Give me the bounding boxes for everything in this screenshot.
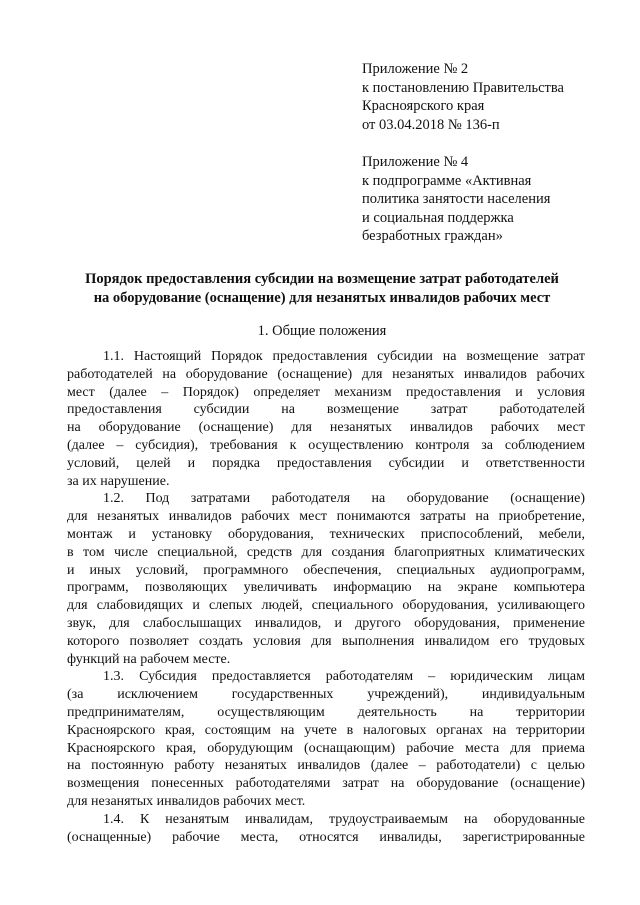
- text-line: в том числе специальной, средств для создания благоприятных климатических: [67, 544, 585, 560]
- appendix-4: [362, 153, 564, 246]
- text-line: предоставления субсидии на возмещение затрат работодателей: [67, 402, 585, 418]
- paragraph-1-2: [67, 490, 585, 668]
- text-line: (оснащенные) рабочие места, относятся инвалиды, зарегистрированные: [67, 829, 585, 845]
- text-line: звук, для слабослышащих инвалидов, и другого оборудования, применение: [67, 615, 585, 631]
- appendix-block: [362, 60, 564, 246]
- body-text: [67, 348, 585, 846]
- appendix-4-line: к подпрограмме «Активная: [362, 172, 532, 189]
- text-line: мест (далее – Порядок) определяет механизм предоставления и условия: [67, 384, 585, 400]
- paragraph-1-1: [67, 348, 585, 490]
- text-line: за их нарушение.: [67, 473, 170, 489]
- text-line: 1.4. К незанятым инвалидам, трудоустраиваемым на оборудованные: [103, 811, 585, 827]
- text-line: для незанятых инвалидов рабочих мест.: [67, 793, 306, 809]
- text-line: возмещения понесенных работодателями затрат на оборудование (оснащение): [67, 776, 585, 792]
- appendix-4-line: Приложение № 4: [362, 154, 469, 170]
- appendix-4-line: и социальная поддержка: [362, 209, 514, 226]
- text-line: которого позволяет создать условия для выполнения инвалидом его трудовых: [67, 633, 585, 649]
- text-line: 1.1. Настоящий Порядок предоставления субсидии на возмещение затрат: [103, 349, 585, 364]
- text-line: условий, целей и порядка предоставления субсидии и ответственности: [67, 455, 585, 471]
- text-line: и иных условий, программного обеспечения, специальных аудиопрограмм,: [67, 562, 585, 578]
- text-line: программ, позволяющих увеличивать информацию на экране компьютера: [67, 580, 585, 596]
- title-line: Порядок предоставления субсидии на возмещение затрат работодателей: [85, 271, 559, 287]
- text-line: функций на рабочем месте.: [67, 651, 231, 667]
- text-line: Красноярского края, состоящим на учете в налоговых органах на территории: [67, 722, 585, 738]
- document-title: [58, 270, 586, 307]
- appendix-2-line: Красноярского края: [362, 98, 485, 114]
- text-line: предпринимателям, осуществляющим деятельность на территории: [67, 704, 585, 720]
- text-line: (далее – субсидия), требования к осуществлению контроля за соблюдением: [67, 437, 585, 453]
- paragraph-1-4: [67, 811, 585, 847]
- section-heading: 1. Общие положения: [257, 323, 387, 339]
- appendix-2-line: Приложение № 2: [362, 61, 469, 77]
- appendix-2-line: от 03.04.2018 № 136-п: [362, 116, 500, 133]
- text-line: монтаж и установку оборудования, технических приспособлений, мебели,: [67, 526, 585, 542]
- appendix-2-line: к постановлению Правительства: [362, 79, 564, 96]
- text-line: 1.2. Под затратами работодателя на оборудование (оснащение): [103, 491, 585, 507]
- text-line: на оборудование (оснащение) для незанятых инвалидов рабочих мест: [67, 420, 585, 436]
- text-line: на постоянную работу незанятых инвалидов (далее – работодатели) с целью: [67, 758, 585, 774]
- appendix-2: [362, 60, 564, 134]
- text-line: 1.3. Субсидия предоставляется работодателям – юридическим лицам: [103, 669, 585, 685]
- text-line: для незанятых инвалидов рабочих мест понимаются затраты на приобретение,: [67, 509, 585, 525]
- appendix-4-line: безработных граждан»: [362, 228, 503, 244]
- text-line: для слабовидящих и слепых людей, специального оборудования, усиливающего: [67, 598, 585, 614]
- text-line: Красноярского края, оборудующим (оснащающим) рабочие места для приема: [67, 740, 585, 756]
- text-line: (за исключением государственных учреждений), индивидуальным: [67, 687, 585, 703]
- paragraph-1-3: [67, 668, 585, 810]
- text-line: работодателей на оборудование (оснащение) для незанятых инвалидов рабочих: [67, 366, 585, 382]
- appendix-4-line: политика занятости населения: [362, 191, 551, 207]
- title-line: на оборудование (оснащение) для незанятых инвалидов рабочих мест: [93, 289, 551, 306]
